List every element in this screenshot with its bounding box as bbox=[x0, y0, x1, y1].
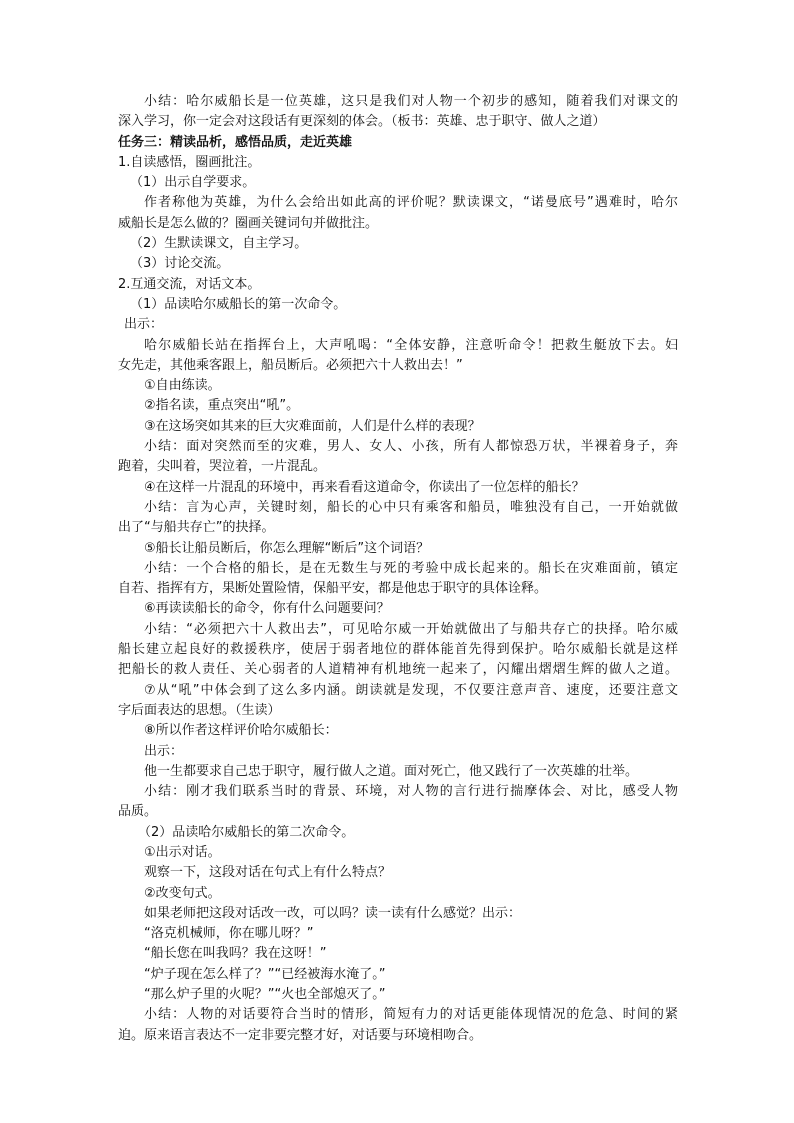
summary-line-3: 小结：言为心声，关键时刻，船长的心中只有乘客和船员，唯独没有自己，一开始就做 bbox=[144, 499, 678, 515]
section-1-heading: 1.自读感悟，圈画批注。 bbox=[118, 154, 261, 170]
summary-line-11: 品质。 bbox=[118, 804, 158, 820]
list-item-8: ⑧所以作者这样评价哈尔威船长： bbox=[144, 723, 338, 739]
summary-line-13: 迫。原来语言表达不一定非要完整才好，对话要与环境相吻合。 bbox=[118, 1027, 483, 1043]
rewrite-prompt: 如果老师把这段对话改一改，可以吗？读一读有什么感觉？出示： bbox=[144, 905, 522, 921]
summary-hero-line-2: 深入学习，你一定会对这段话有更深刻的体会。（板书：英雄、忠于职守、做人之道） bbox=[118, 114, 606, 130]
step-2-1: （1）品读哈尔威船长的第一次命令。 bbox=[130, 296, 347, 312]
task-three-heading: 任务三：精读品析，感悟品质，走近英雄 bbox=[118, 134, 353, 150]
show-label: 出示： bbox=[124, 317, 164, 333]
section-2-heading: 2.互通交流，对话文本。 bbox=[118, 276, 261, 292]
list-item-4: ④在这样一片混乱的环境中，再来看看这道命令，你读出了一位怎样的船长？ bbox=[144, 479, 585, 495]
summary-hero-line-1: 小结：哈尔威船长是一位英雄，这只是我们对人物一个初步的感知，随着我们对课文的 bbox=[144, 94, 678, 109]
step-1-1: （1）出示自学要求。 bbox=[130, 175, 256, 191]
summary-line-4: 出了“与船共存亡”的抉择。 bbox=[118, 520, 275, 536]
list-item-7-cont: 字后面表达的思想。（生读） bbox=[118, 702, 281, 718]
show-label-2: 出示： bbox=[144, 743, 184, 759]
step-1-2: （2）生默读课文，自主学习。 bbox=[130, 236, 308, 252]
evaluation-quote: 他一生都要求自己忠于职守，履行做人之道。面对死亡，他又践行了一次英雄的壮举。 bbox=[144, 763, 639, 779]
list-item-6: ⑥再读读船长的命令，你有什么问题要问？ bbox=[144, 601, 390, 617]
quote-line-1: 哈尔威船长站在指挥台上，大声吼喝：“全体安静，注意听命令！把救生艇放下去。妇 bbox=[144, 337, 678, 353]
document-page bbox=[118, 92, 678, 1046]
dialogue-line-4: “那么炉子里的火呢？”“火也全部熄灭了。” bbox=[144, 987, 386, 1003]
summary-line-7: 小结：“必须把六十人救出去”，可见哈尔威一开始就做出了与船共存亡的抉择。哈尔威 bbox=[144, 621, 678, 637]
quote-line-2: 女先走，其他乘客跟上，船员断后。必须把六十人救出去！” bbox=[118, 357, 463, 373]
summary-line-8: 船长建立起良好的救援秩序，使居于弱者地位的群体能首先得到保护。哈尔威船长就是这样 bbox=[118, 642, 678, 658]
summary-line-6: 自若、指挥有方，果断处置险情，保船平安，都是他忠于职守的具体诠释。 bbox=[118, 581, 548, 597]
observe-line: 观察一下，这段对话在句式上有什么特点？ bbox=[144, 865, 392, 881]
dialogue-line-1: “洛克机械师，你在哪儿呀？” bbox=[144, 926, 314, 942]
list-item-2-1: ①出示对话。 bbox=[144, 844, 221, 860]
list-item-1: ①自由练读。 bbox=[144, 378, 221, 394]
step-1-3: （3）讨论交流。 bbox=[130, 256, 230, 272]
step-2-2: （2）品读哈尔威船长的第二次命令。 bbox=[138, 824, 355, 840]
list-item-2: ②指名读，重点突出“吼”。 bbox=[144, 398, 300, 414]
question-line-1: 作者称他为英雄，为什么会给出如此高的评价呢？默读课文，“诺曼底号”遇难时，哈尔 bbox=[144, 195, 678, 211]
summary-line-9: 把船长的救人责任、关心弱者的人道精神有机地统一起来了，闪耀出熠熠生辉的做人之道。 bbox=[118, 662, 678, 678]
summary-line-12: 小结：人物的对话要符合当时的情形，简短有力的对话更能体现情况的危急、时间的紧 bbox=[144, 1007, 678, 1023]
list-item-3: ③在这场突如其来的巨大灾难面前，人们是什么样的表现？ bbox=[144, 418, 481, 434]
summary-line-5: 小结：一个合格的船长，是在无数生与死的考验中成长起来的。船长在灾难面前，镇定 bbox=[144, 560, 678, 576]
summary-line-2: 跑着，尖叫着，哭泣着，一片混乱。 bbox=[118, 459, 327, 475]
summary-line-1: 小结：面对突然而至的灾难，男人、女人、小孩，所有人都惊恐万状，半裸着身子，奔 bbox=[144, 439, 678, 455]
list-item-5: ⑤船长让船员断后，你怎么理解“断后”这个词语？ bbox=[144, 540, 430, 556]
summary-line-10: 小结：刚才我们联系当时的背景、环境，对人物的言行进行揣摩体会、对比，感受人物 bbox=[144, 784, 678, 800]
dialogue-line-3: “炉子现在怎么样了？”“已经被海水淹了。” bbox=[144, 966, 386, 982]
list-item-7: ⑦从“吼”中体会到了这么多内涵。朗读就是发现，不仅要注意声音、速度，还要注意文 bbox=[144, 682, 678, 698]
dialogue-line-2: “船长您在叫我吗？我在这呀！” bbox=[144, 946, 327, 962]
question-line-2: 威船长是怎么做的？圈画关键词句并做批注。 bbox=[118, 215, 379, 231]
list-item-2-2: ②改变句式。 bbox=[144, 885, 221, 901]
